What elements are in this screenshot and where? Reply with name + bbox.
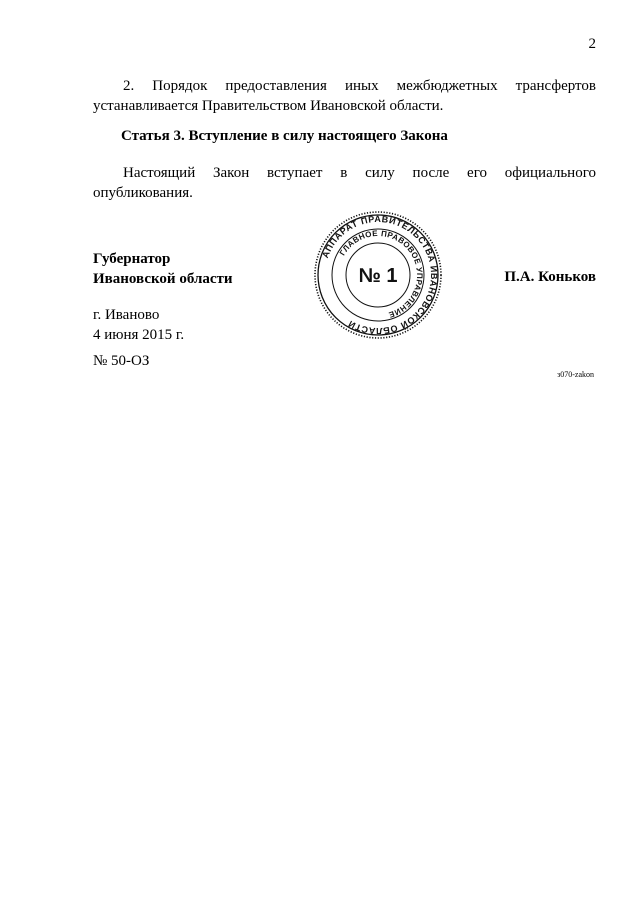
place-and-date — [93, 305, 184, 345]
signatory-name: П.А. Коньков — [504, 269, 596, 285]
page-number: 2 — [588, 36, 596, 52]
paragraph-entry-into-force — [93, 163, 596, 203]
signatory-title — [93, 249, 233, 289]
paragraph-procedure-text: 2. Порядок предоставления иных межбюджетных трансфертов устанавливается Правительством Ивановской области. — [93, 78, 596, 114]
paragraph-entry-into-force-text: Настоящий Закон вступает в силу после его официального опубликования. — [93, 165, 596, 201]
signatory-title-line1: Губернатор — [93, 251, 171, 267]
law-number: № 50-ОЗ — [93, 353, 150, 369]
article-heading: Статья 3. Вступление в силу настоящего Закона — [121, 128, 448, 144]
stamp-number: № 1 — [358, 265, 398, 287]
file-code: з070-zakon — [557, 370, 594, 379]
paragraph-procedure — [93, 76, 596, 116]
signatory-title-line2: Ивановской области — [93, 271, 233, 287]
date: 4 июня 2015 г. — [93, 327, 185, 343]
stamp-outer-text: АППАРАТ ПРАВИТЕЛЬСТВА ИВАНОВСКОЙ ОБЛАСТИ — [320, 213, 440, 337]
official-stamp — [314, 211, 442, 339]
place: г. Иваново — [93, 307, 160, 323]
stamp-inner-text: ГЛАВНОЕ ПРАВОВОЕ УПРАВЛЕНИЕ — [337, 228, 425, 320]
